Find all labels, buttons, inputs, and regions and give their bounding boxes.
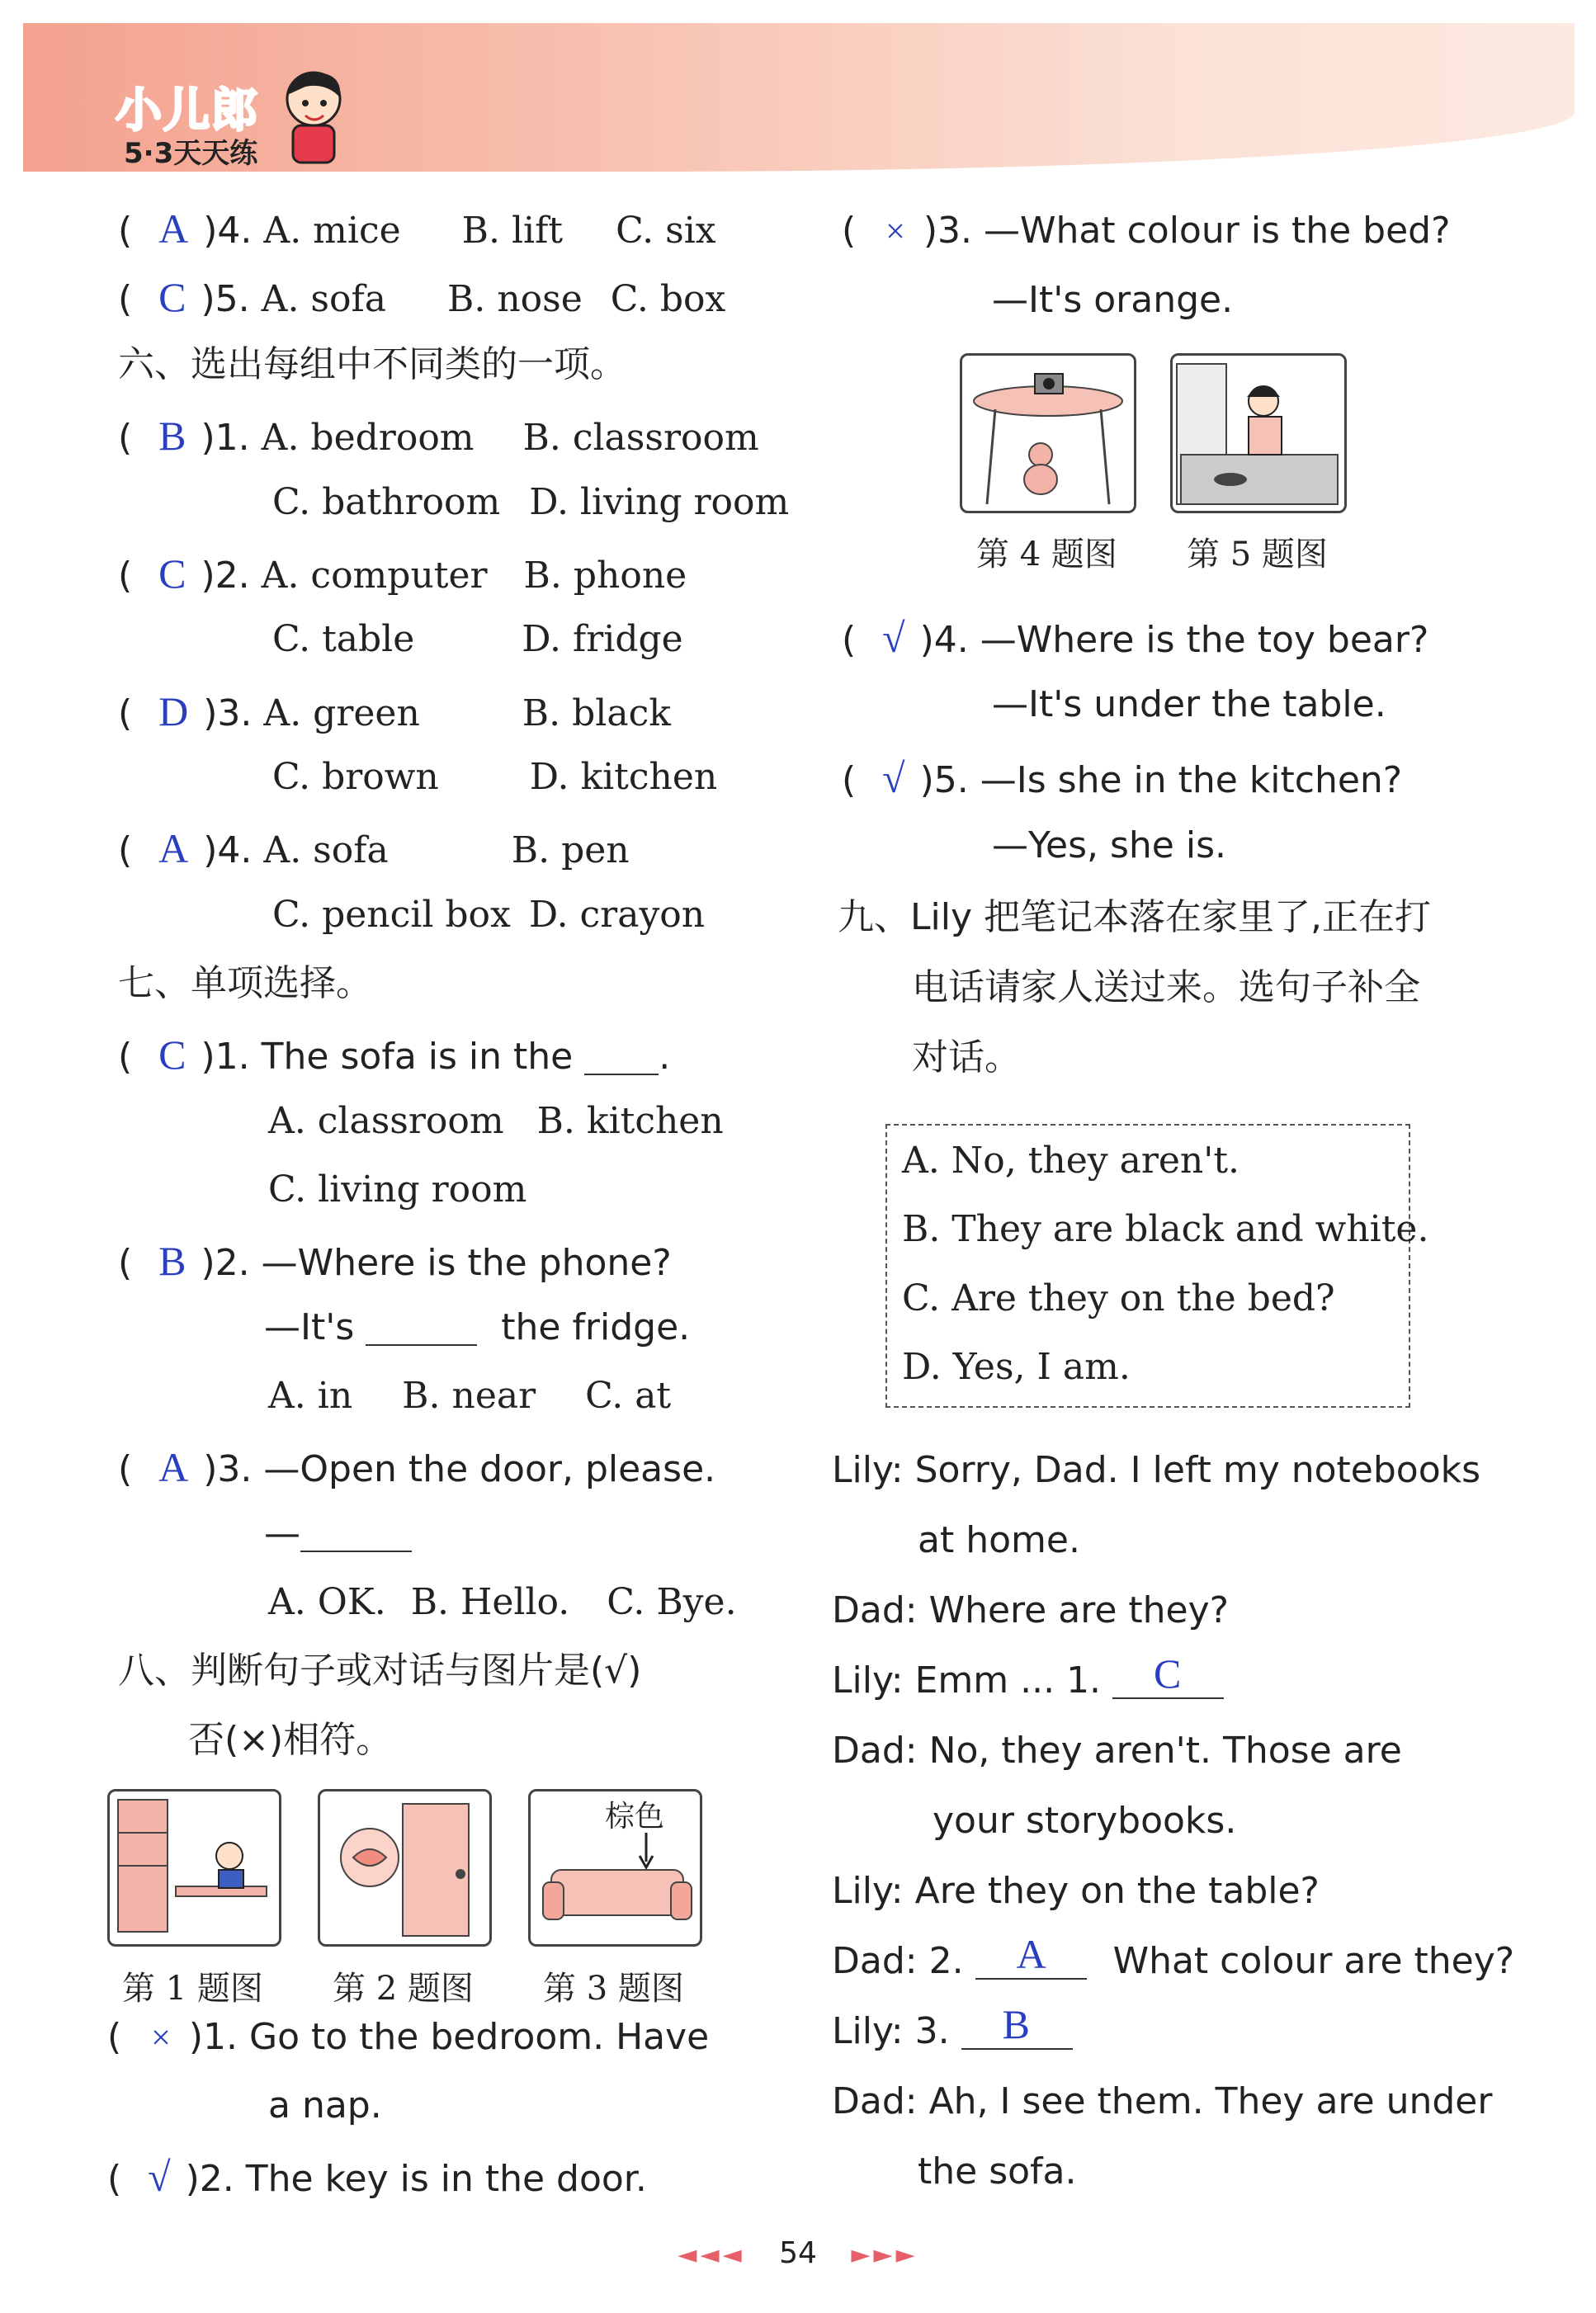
- left-arrows-icon: ◄◄◄: [678, 2240, 745, 2269]
- left-q4: ( A )4. A. mice B. lift C. six: [118, 205, 716, 252]
- left-q5: ( C )5. A. sofa B. nose C. box: [118, 274, 726, 320]
- option-b: B. They are black and white.: [902, 1208, 1429, 1250]
- dialog-7: Lily: 3. B: [832, 2013, 1073, 2050]
- s6-q1-row2: C. bathroom D. living room: [272, 481, 790, 523]
- s6-q4: ( A )4. A. sofa B. pen: [118, 825, 630, 871]
- section-8-title: 八、判断句子或对话与图片是(√): [118, 1650, 642, 1692]
- s7-q3: ( A )3. —Open the door, please.: [118, 1444, 716, 1490]
- option-d: D. Yes, I am.: [902, 1346, 1131, 1388]
- dialog-6: Dad: 2. A What colour are they?: [832, 1931, 1515, 1982]
- caption-pic-3: 第 3 题图: [543, 1970, 684, 2008]
- dialog-1: Lily: Sorry, Dad. I left my notebooks: [832, 1449, 1481, 1491]
- s7-q1-options: A. classroom B. kitchen: [268, 1100, 724, 1142]
- caption-pic-4: 第 4 题图: [976, 536, 1117, 574]
- picture-5: [1170, 353, 1347, 513]
- dialog-8b: the sofa.: [918, 2150, 1077, 2193]
- section-7-title: 七、单项选择。: [118, 962, 372, 1004]
- section-9-title-3: 对话。: [912, 1036, 1021, 1079]
- right-q3: ( × )3. —What colour is the bed?: [842, 210, 1451, 252]
- s7-q2-line2: —It's the fridge.: [264, 1306, 691, 1348]
- s8-q2: ( √ )2. The key is in the door.: [107, 2154, 647, 2200]
- answer-blank[interactable]: [366, 1311, 477, 1346]
- caption-pic-5: 第 5 题图: [1187, 536, 1328, 574]
- s7-q1-option-c: C. living room: [268, 1168, 527, 1211]
- s6-q1: ( B )1. A. bedroom B. classroom: [118, 413, 759, 459]
- answer-blank[interactable]: [584, 1041, 659, 1075]
- brand-subtitle: 5·3天天练: [124, 137, 258, 170]
- dialog-2: Dad: Where are they?: [832, 1589, 1229, 1631]
- mascot-icon: [276, 66, 351, 165]
- picture-4: [960, 353, 1136, 513]
- s6-q2-row2: C. table D. fridge: [272, 618, 683, 660]
- right-q4: ( √ )4. —Where is the toy bear?: [842, 615, 1429, 661]
- section-8-title-2: 否(×)相符。: [188, 1719, 393, 1761]
- right-q3-line2: —It's orange.: [992, 279, 1234, 321]
- s8-q1: ( × )1. Go to the bedroom. Have: [107, 2016, 710, 2058]
- answer: A: [158, 205, 189, 252]
- right-q4-line2: —It's under the table.: [992, 683, 1386, 725]
- s8-q1-line2: a nap.: [268, 2084, 382, 2127]
- picture-3: [528, 1789, 702, 1947]
- answer-blank[interactable]: [300, 1518, 412, 1552]
- dialog-8: Dad: Ah, I see them. They are under: [832, 2080, 1493, 2122]
- answer-blank-1[interactable]: C: [1112, 1664, 1224, 1699]
- s7-q2: ( B )2. —Where is the phone?: [118, 1238, 672, 1284]
- brand-logo: 小儿郎: [116, 84, 259, 138]
- s7-q1: ( C )1. The sofa is in the .: [118, 1031, 671, 1078]
- answer-blank-2[interactable]: A: [975, 1945, 1087, 1980]
- right-arrows-icon: ►►►: [851, 2240, 918, 2269]
- dialog-4: Dad: No, they aren't. Those are: [832, 1730, 1402, 1772]
- picture-1: [107, 1789, 281, 1947]
- s6-q3-row2: C. brown D. kitchen: [272, 756, 718, 798]
- dialog-5: Lily: Are they on the table?: [832, 1870, 1320, 1912]
- right-q5-line2: —Yes, she is.: [992, 824, 1227, 866]
- dialog-4b: your storybooks.: [933, 1800, 1237, 1842]
- s6-q2: ( C )2. A. computer B. phone: [118, 550, 687, 597]
- picture-2: [318, 1789, 492, 1947]
- section-6-title: 六、选出每组中不同类的一项。: [118, 343, 626, 385]
- s7-q3-options: A. OK. B. Hello. C. Bye.: [268, 1581, 737, 1623]
- caption-pic-1: 第 1 题图: [122, 1970, 263, 2008]
- section-9-title-1: 九、Lily 把笔记本落在家里了,正在打: [838, 896, 1431, 938]
- answer-blank-3[interactable]: B: [961, 2015, 1073, 2050]
- right-q5: ( √ )5. —Is she in the kitchen?: [842, 755, 1403, 801]
- option-c: C. Are they on the bed?: [902, 1277, 1335, 1319]
- caption-pic-2: 第 2 题图: [333, 1970, 474, 2008]
- s6-q4-row2: C. pencil box D. crayon: [272, 894, 706, 936]
- picture-3-label: 棕色: [605, 1800, 665, 1834]
- s7-q2-options: A. in B. near C. at: [268, 1375, 672, 1417]
- section-9-title-2: 电话请家人送过来。选句子补全: [912, 966, 1420, 1008]
- page-number: 54: [779, 2236, 817, 2270]
- option-a: A. No, they aren't.: [902, 1140, 1240, 1182]
- page-footer: [0, 2236, 1596, 2270]
- s6-q3: ( D )3. A. green B. black: [118, 688, 671, 734]
- dialog-1b: at home.: [918, 1519, 1080, 1561]
- dialog-3: Lily: Emm ... 1. C: [832, 1663, 1224, 1699]
- s7-q3-reply: —: [264, 1516, 412, 1552]
- answer: C: [158, 274, 187, 320]
